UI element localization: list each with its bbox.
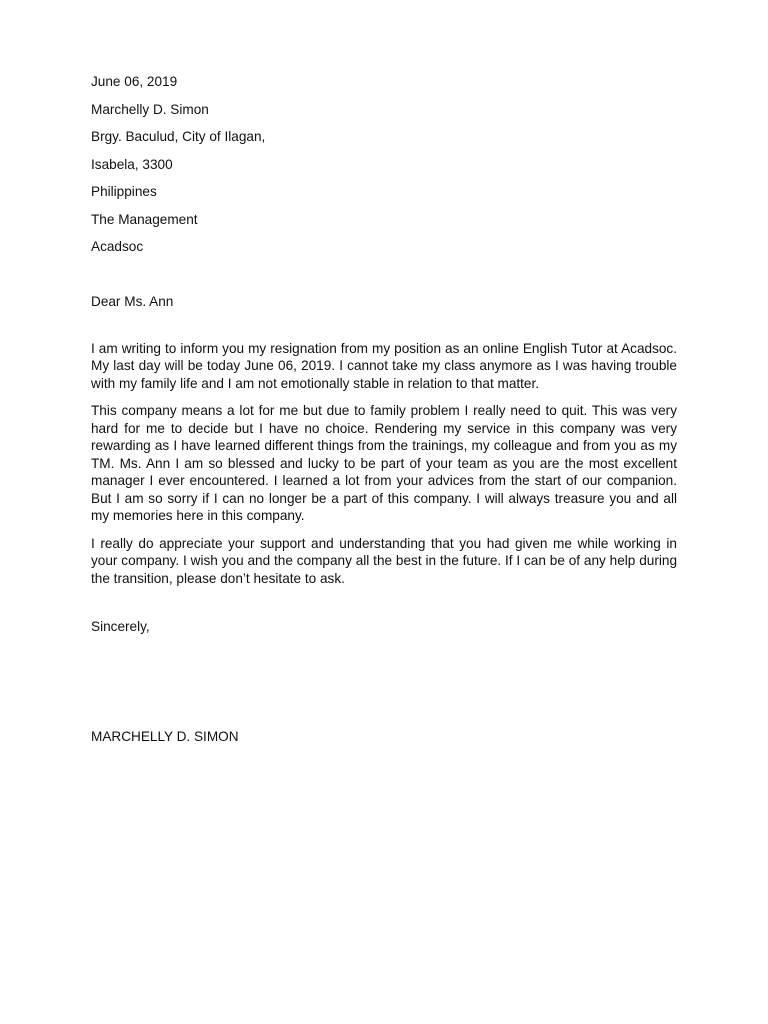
body-paragraph-2: This company means a lot for me but due to family problem I really need to quit. This was very hard for me to decide but I have no choice. Rendering my service in this company was very rewarding as I have learned different things from the trainings, my colleague and from you as my TM. Ms. Ann I am so blessed and lucky to be part of your team as you are the most excellent manager I ever encountered. I learned a lot from your advices from the start of our companion. But I am so sorry if I can no longer be a part of this company. I will always treasure you and all my memories here in this company. [91,403,677,523]
body-paragraph-3: I really do appreciate your support and understanding that you had given me while working in your company. I wish you and the company all the best in the future. If I can be of any help during the transition, please don’t hesitate to ask. [91,535,677,586]
letter-header [91,72,677,265]
letter-body [91,340,677,588]
signature-name: MARCHELLY D. SIMON [91,729,239,744]
salutation: Dear Ms. Ann [91,293,174,309]
address-line-1: Brgy. Baculud, City of Ilagan, [91,129,266,144]
letter-date: June 06, 2019 [91,74,178,89]
body-paragraph-1: I am writing to inform you my resignation from my position as an online English Tutor at Acadsoc. My last day will be today June 06, 2019. I cannot take my class anymore as I was having trouble with my family life and I am not emotionally stable in relation to that matter. [91,340,677,391]
address-line-2: Isabela, 3300 [91,156,173,172]
sender-name: Marchelly D. Simon [91,101,209,117]
recipient-company: Acadsoc [91,239,144,254]
closing: Sincerely, [91,619,150,634]
address-country: Philippines [91,184,157,199]
recipient: The Management [91,211,198,227]
resignation-letter [91,72,677,747]
